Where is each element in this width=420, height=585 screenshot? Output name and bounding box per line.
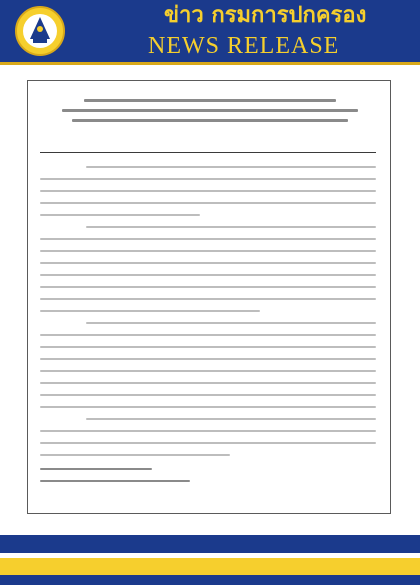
body-line xyxy=(40,274,376,276)
body-line xyxy=(40,190,376,192)
body-line xyxy=(40,406,376,408)
body-line xyxy=(40,178,376,180)
body-line xyxy=(40,358,376,360)
title-line xyxy=(62,109,358,112)
reference-placeholder xyxy=(40,468,190,492)
body-line xyxy=(40,202,376,204)
body-paragraph xyxy=(40,226,376,312)
title-line xyxy=(72,119,348,122)
body-line xyxy=(40,394,376,396)
body-line xyxy=(40,214,200,216)
body-paragraph xyxy=(40,322,376,408)
body-paragraph xyxy=(40,418,376,456)
header-thai-title: ข่าว กรมการปกครอง xyxy=(164,3,367,28)
header-banner xyxy=(0,0,420,62)
government-seal-icon xyxy=(14,5,66,57)
body-line xyxy=(40,370,376,372)
body-line xyxy=(86,322,376,324)
body-line xyxy=(40,382,376,384)
body-line xyxy=(40,298,376,300)
body-line xyxy=(40,238,376,240)
title-rule xyxy=(40,152,376,153)
body-line xyxy=(86,226,376,228)
title-line xyxy=(84,99,336,102)
reference-line xyxy=(40,468,152,470)
body-line xyxy=(40,454,230,456)
header-divider xyxy=(0,62,420,65)
body-line xyxy=(40,262,376,264)
body-line xyxy=(40,334,376,336)
body-line xyxy=(40,310,260,312)
reference-line xyxy=(40,480,190,482)
footer-bottom-band xyxy=(0,575,420,585)
footer-band xyxy=(0,535,420,553)
body-line xyxy=(40,430,376,432)
title-placeholder xyxy=(62,99,358,129)
body-line xyxy=(40,250,376,252)
body-paragraph xyxy=(40,166,376,216)
body-line xyxy=(86,166,376,168)
body-line xyxy=(40,286,376,288)
body-line xyxy=(86,418,376,420)
body-line xyxy=(40,346,376,348)
body-placeholder xyxy=(40,166,376,466)
footer-contact-bar xyxy=(0,558,420,575)
header-english-title: NEWS RELEASE xyxy=(148,33,340,59)
body-line xyxy=(40,442,376,444)
